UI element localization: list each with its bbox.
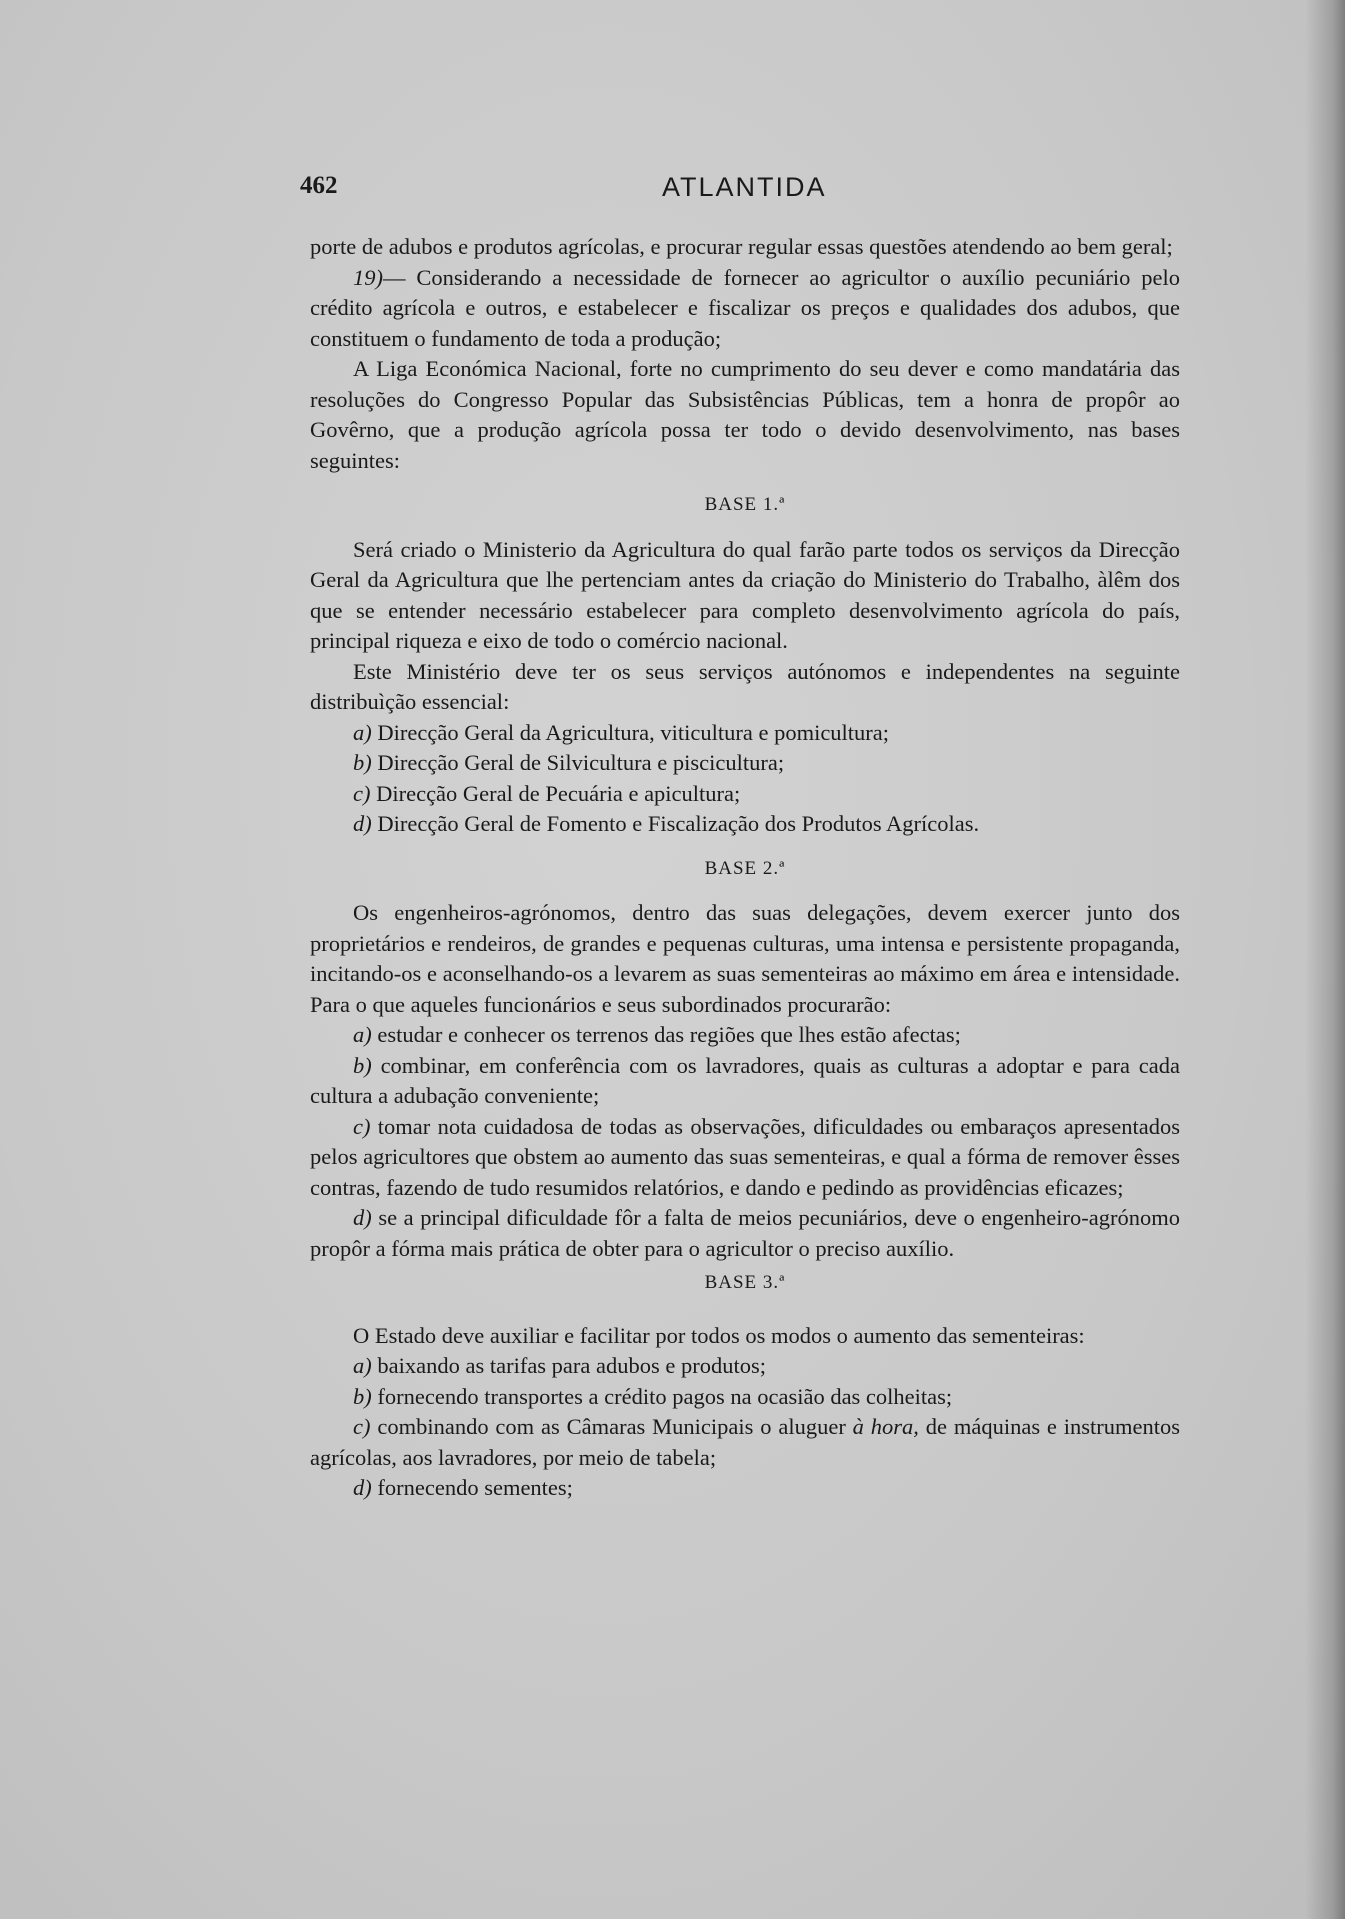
item-text-before: combinando com as Câmaras Municipais o aluguer <box>377 1414 853 1439</box>
intro-paragraph-2 <box>310 263 1180 355</box>
enum-marker: 19) <box>353 264 383 290</box>
base-2-item-a <box>310 1020 1180 1051</box>
base-3-item-c <box>310 1412 1180 1473</box>
base-3-item-a <box>310 1351 1180 1382</box>
item-marker: a) <box>353 719 372 745</box>
intro-paragraph-3: A Liga Económica Nacional, forte no cumprimento do seu dever e como mandatária das resoluções do Congresso Popular das Subsistências Públicas, tem a honra de propôr ao Govêrno, que a produção agrícola possa ter todo o devido desenvolvimento, nas bases seguintes: <box>310 356 1180 473</box>
item-text: Direcção Geral de Fomento e Fiscalização dos Produtos Agrícolas. <box>377 811 980 836</box>
base-2-heading: BASE 2.ª <box>704 857 786 879</box>
item-marker: c) <box>353 780 371 806</box>
base-2-item-b <box>310 1051 1180 1112</box>
base-2-item-d <box>310 1203 1180 1264</box>
base-1-item-b <box>310 748 1180 779</box>
item-text: estudar e conhecer os terrenos das regiões que lhes estão afectas; <box>377 1022 961 1047</box>
item-marker: d) <box>353 1205 372 1230</box>
item-marker: b) <box>353 750 372 775</box>
base-1-heading: BASE 1.ª <box>704 494 786 515</box>
item-text: se a principal dificuldade fôr a falta de meios pecuniários, deve o engenheiro-agrónomo propôr a fórma mais prática de obter para o agricultor o preciso auxílio. <box>310 1205 1181 1261</box>
base-2-item-c <box>310 1112 1180 1204</box>
item-marker: d) <box>353 811 372 836</box>
item-marker: d) <box>353 1475 372 1500</box>
item-text: tomar nota cuidadosa de todas as observações, dificuldades ou embaraços apresentados pelos agricultores que obstem ao aumento das suas sementeiras, e qual a fórma de remover êsses contras, fazendo de tudo resumidos relatórios, e dando e pedindo as providências eficazes; <box>310 1113 1180 1200</box>
item-text: Direcção Geral de Pecuária e apicultura; <box>376 780 741 806</box>
item-text: Direcção Geral de Silvicultura e piscicultura; <box>377 750 785 775</box>
item-marker: a) <box>353 1353 372 1378</box>
item-marker: c) <box>353 1113 371 1139</box>
item-text: fornecendo sementes; <box>377 1475 573 1500</box>
base-3-item-d <box>310 1473 1180 1504</box>
base-3-heading: BASE 3.ª <box>704 1272 786 1293</box>
item-text-after: de máquinas e instrumentos agrícolas, aos lavradores, por meio de tabela; <box>310 1414 1181 1470</box>
intro-paragraph-1: porte de adubos e produtos agrícolas, e procurar regular essas questões atendendo ao bem geral; <box>310 234 1173 259</box>
base-1-paragraph-1: Será criado o Ministerio da Agricultura do qual farão parte todos os serviços da Direcção Geral da Agricultura que lhe pertenciam antes da criação do Ministerio do Trabalho, àlêm dos que se entender necessário estabelecer para completo desenvolvimento agrícola do país, principal riqueza e eixo de todo o comércio nacional. <box>310 536 1180 653</box>
item-text: fornecendo transportes a crédito pagos na ocasião das colheitas; <box>377 1383 953 1409</box>
base-1-item-a <box>310 718 1180 749</box>
base-3-item-b <box>310 1382 1180 1413</box>
page-header <box>300 172 1190 212</box>
item-marker: a) <box>353 1022 372 1047</box>
item-marker: c) <box>353 1414 371 1439</box>
item-text: combinar, em conferência com os lavradores, quais as culturas a adoptar e para cada cultura a adubação conveniente; <box>310 1052 1181 1108</box>
page-number: 462 <box>300 172 338 199</box>
page-body <box>310 232 1180 1504</box>
item-text: baixando as tarifas para adubos e produtos; <box>377 1353 767 1378</box>
item-text-emphasis: à hora, <box>852 1414 919 1439</box>
base-3-paragraph-1: O Estado deve auxiliar e facilitar por todos os modos o aumento das sementeiras: <box>353 1322 1085 1348</box>
base-1-item-d <box>310 809 1180 840</box>
base-2-paragraph-1: Os engenheiros-agrónomos, dentro das suas delegações, devem exercer junto dos proprietários e rendeiros, de grandes e pequenas culturas, uma intensa e persistente propaganda, incitando-os e aconselhando-os a levarem as suas sementeiras ao máximo em área e intensidade. Para o que aqueles funcionários e seus subordinados procurarão: <box>310 900 1180 1017</box>
page-edge-shadow <box>1305 0 1345 1919</box>
item-marker: b) <box>353 1052 372 1078</box>
running-title: ATLANTIDA <box>662 172 827 202</box>
base-1-item-c <box>310 779 1180 810</box>
item-text: Direcção Geral da Agricultura, viticultura e pomicultura; <box>377 719 890 745</box>
base-1-paragraph-2: Este Ministério deve ter os seus serviços autónomos e independentes na seguinte distribuìção essencial: <box>310 658 1180 714</box>
intro-paragraph-2-text: — Considerando a necessidade de fornecer ao agricultor o auxílio pecuniário pelo crédito agrícola e outros, e estabelecer e fiscalizar os preços e qualidades dos adubos, que constituem o fundamento de toda a produção; <box>310 264 1180 351</box>
item-marker: b) <box>353 1383 372 1409</box>
